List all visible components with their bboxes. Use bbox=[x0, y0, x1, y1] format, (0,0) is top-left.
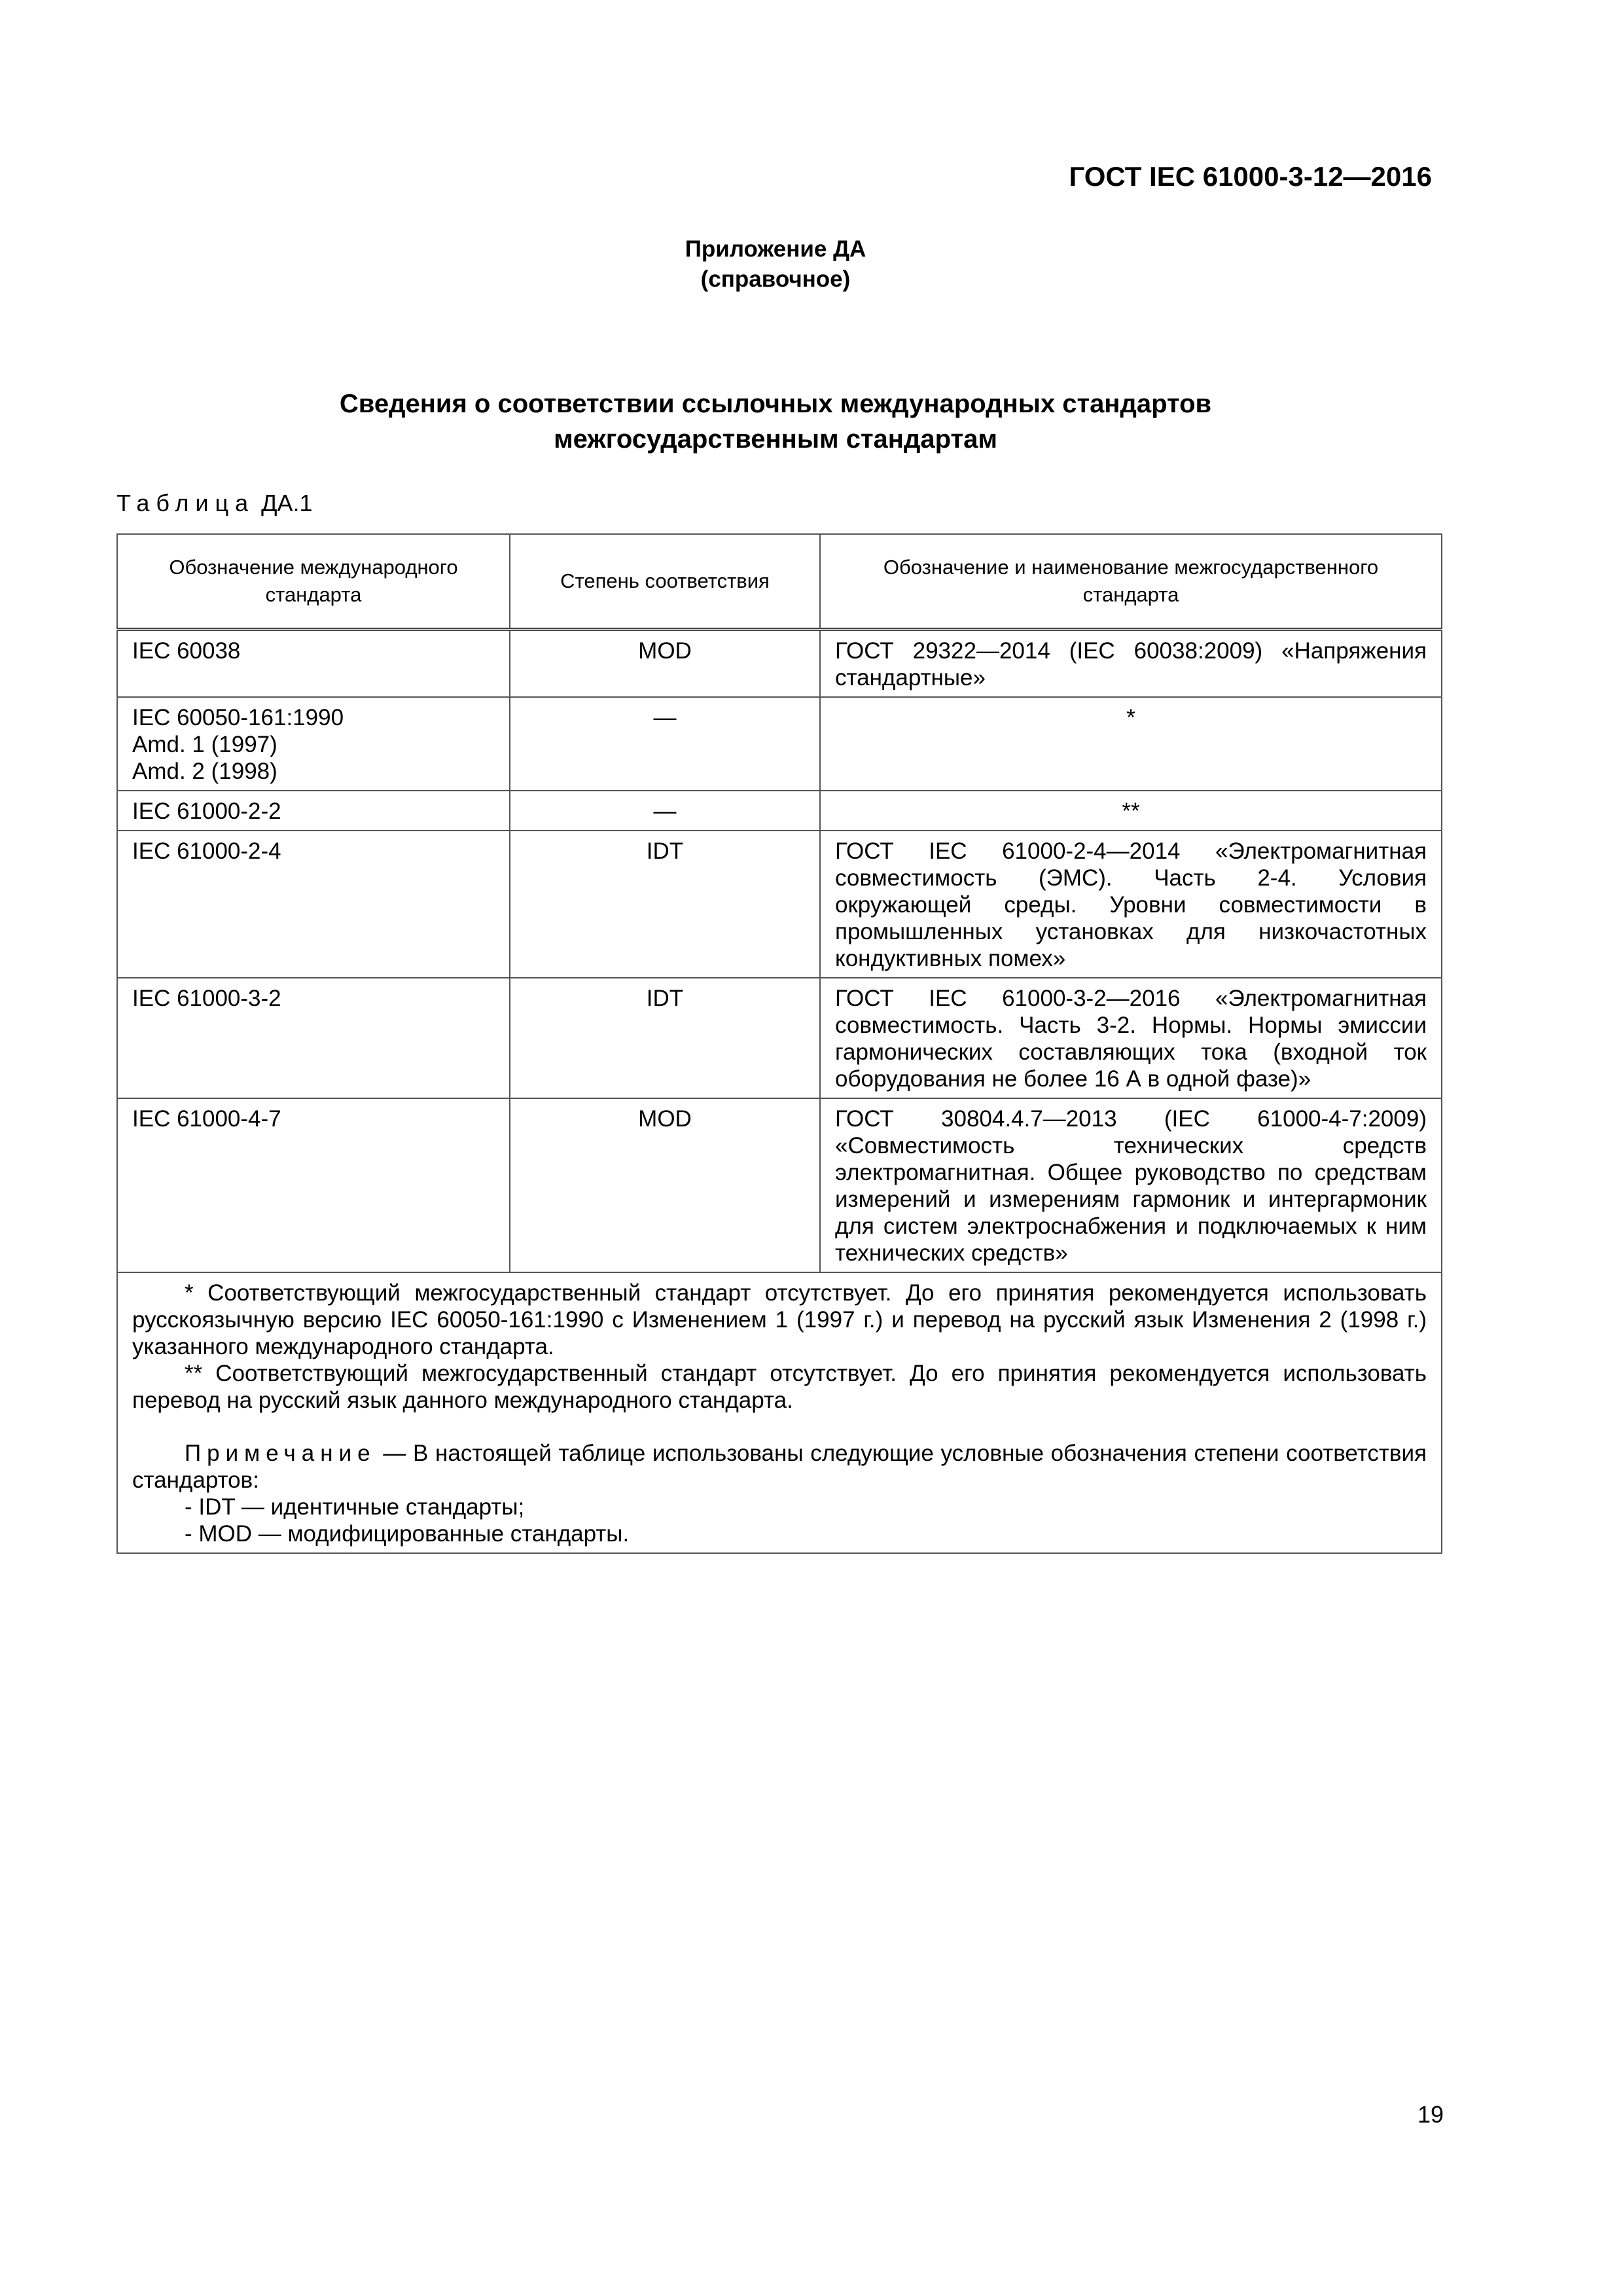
cell-international: IEC 61000-2-4 bbox=[117, 831, 510, 978]
cell-international: IEC 61000-2-2 bbox=[117, 791, 510, 831]
cell-interstate: * bbox=[820, 697, 1442, 791]
table-footnotes bbox=[117, 1272, 1442, 1553]
section-title bbox=[0, 386, 1551, 457]
correspondence-table bbox=[116, 533, 1442, 1554]
page-number: 19 bbox=[1417, 2101, 1444, 2128]
cell-interstate: ГОСТ 29322—2014 (IEC 60038:2009) «Напряжения стандартные» bbox=[820, 630, 1442, 698]
note-word: Примечание bbox=[185, 1441, 376, 1466]
table-label-word: Таблица bbox=[116, 490, 255, 516]
cell-interstate: ГОСТ IEC 61000-2-4—2014 «Электромагнитная совместимость (ЭМС). Часть 2-4. Условия окружающей среды. Уровни совместимости в промышленных установках для низкочастотных кондуктивных помех» bbox=[820, 831, 1442, 978]
header-degree-of-correspondence: Степень соответствия bbox=[510, 534, 820, 630]
header-interstate-standard: Обозначение и наименование межгосударственного стандарта bbox=[820, 534, 1442, 630]
table-row bbox=[117, 1098, 1442, 1272]
note-text: — В настоящей таблице использованы следующие условные обозначения степени соответствия стандартов: bbox=[132, 1441, 1427, 1493]
cell-degree: IDT bbox=[510, 831, 820, 978]
cell-degree: MOD bbox=[510, 1098, 820, 1272]
table-row bbox=[117, 978, 1442, 1098]
cell-international: IEC 61000-3-2 bbox=[117, 978, 510, 1098]
annex-title: Приложение ДА bbox=[685, 236, 866, 262]
document-code: ГОСТ IEC 61000-3-12—2016 bbox=[1069, 161, 1432, 192]
cell-international: IEC 60038 bbox=[117, 630, 510, 698]
cell-degree: — bbox=[510, 697, 820, 791]
cell-interstate: ГОСТ IEC 61000-3-2—2016 «Электромагнитная совместимость. Часть 3-2. Нормы. Нормы эмиссии гармонических составляющих тока (входной ток оборудования не более 16 А в одной фазе)» bbox=[820, 978, 1442, 1098]
section-title-line-2: межгосударственным стандартам bbox=[554, 425, 997, 454]
section-title-line-1: Сведения о соответствии ссылочных международных стандартов bbox=[339, 389, 1212, 418]
table-label bbox=[116, 490, 313, 517]
table-header-row bbox=[117, 534, 1442, 630]
annex-status: (справочное) bbox=[700, 266, 851, 292]
cell-international: IEC 61000-4-7 bbox=[117, 1098, 510, 1272]
cell-interstate: ** bbox=[820, 791, 1442, 831]
cell-international: IEC 60050-161:1990 Amd. 1 (1997) Amd. 2 (1998) bbox=[117, 697, 510, 791]
table-row bbox=[117, 697, 1442, 791]
table-label-number: ДА.1 bbox=[255, 490, 313, 516]
table-row bbox=[117, 791, 1442, 831]
table-row bbox=[117, 831, 1442, 978]
annex-heading bbox=[0, 234, 1551, 295]
table-footnotes-row bbox=[117, 1272, 1442, 1553]
cell-degree: MOD bbox=[510, 630, 820, 698]
cell-degree: IDT bbox=[510, 978, 820, 1098]
header-international-standard: Обозначение международного стандарта bbox=[117, 534, 510, 630]
note-item-mod: - MOD — модифицированные стандарты. bbox=[185, 1521, 630, 1547]
note-item-idt: - IDT — идентичные стандарты; bbox=[185, 1494, 525, 1520]
cell-degree: — bbox=[510, 791, 820, 831]
table-row bbox=[117, 630, 1442, 698]
table-note bbox=[132, 1440, 1427, 1494]
cell-interstate: ГОСТ 30804.4.7—2013 (IEC 61000-4-7:2009) «Совместимость технических средств электромагнитная. Общее руководство по средствам измерений и измерениям гармоник и интергармоник для систем электроснабжения и подключаемых к ним технических средств» bbox=[820, 1098, 1442, 1272]
footnote-1: * Соответствующий межгосударственный стандарт отсутствует. До его принятия рекомендуется использовать русскоязычную версию IEC 60050-161:1990 с Изменением 1 (1997 г.) и перевод на русский язык Изменения 2 (1998 г.) указанного международного стандарта. bbox=[132, 1280, 1427, 1359]
footnote-2: ** Соответствующий межгосударственный стандарт отсутствует. До его принятия рекомендуется использовать перевод на русский язык данного международного стандарта. bbox=[132, 1361, 1427, 1413]
